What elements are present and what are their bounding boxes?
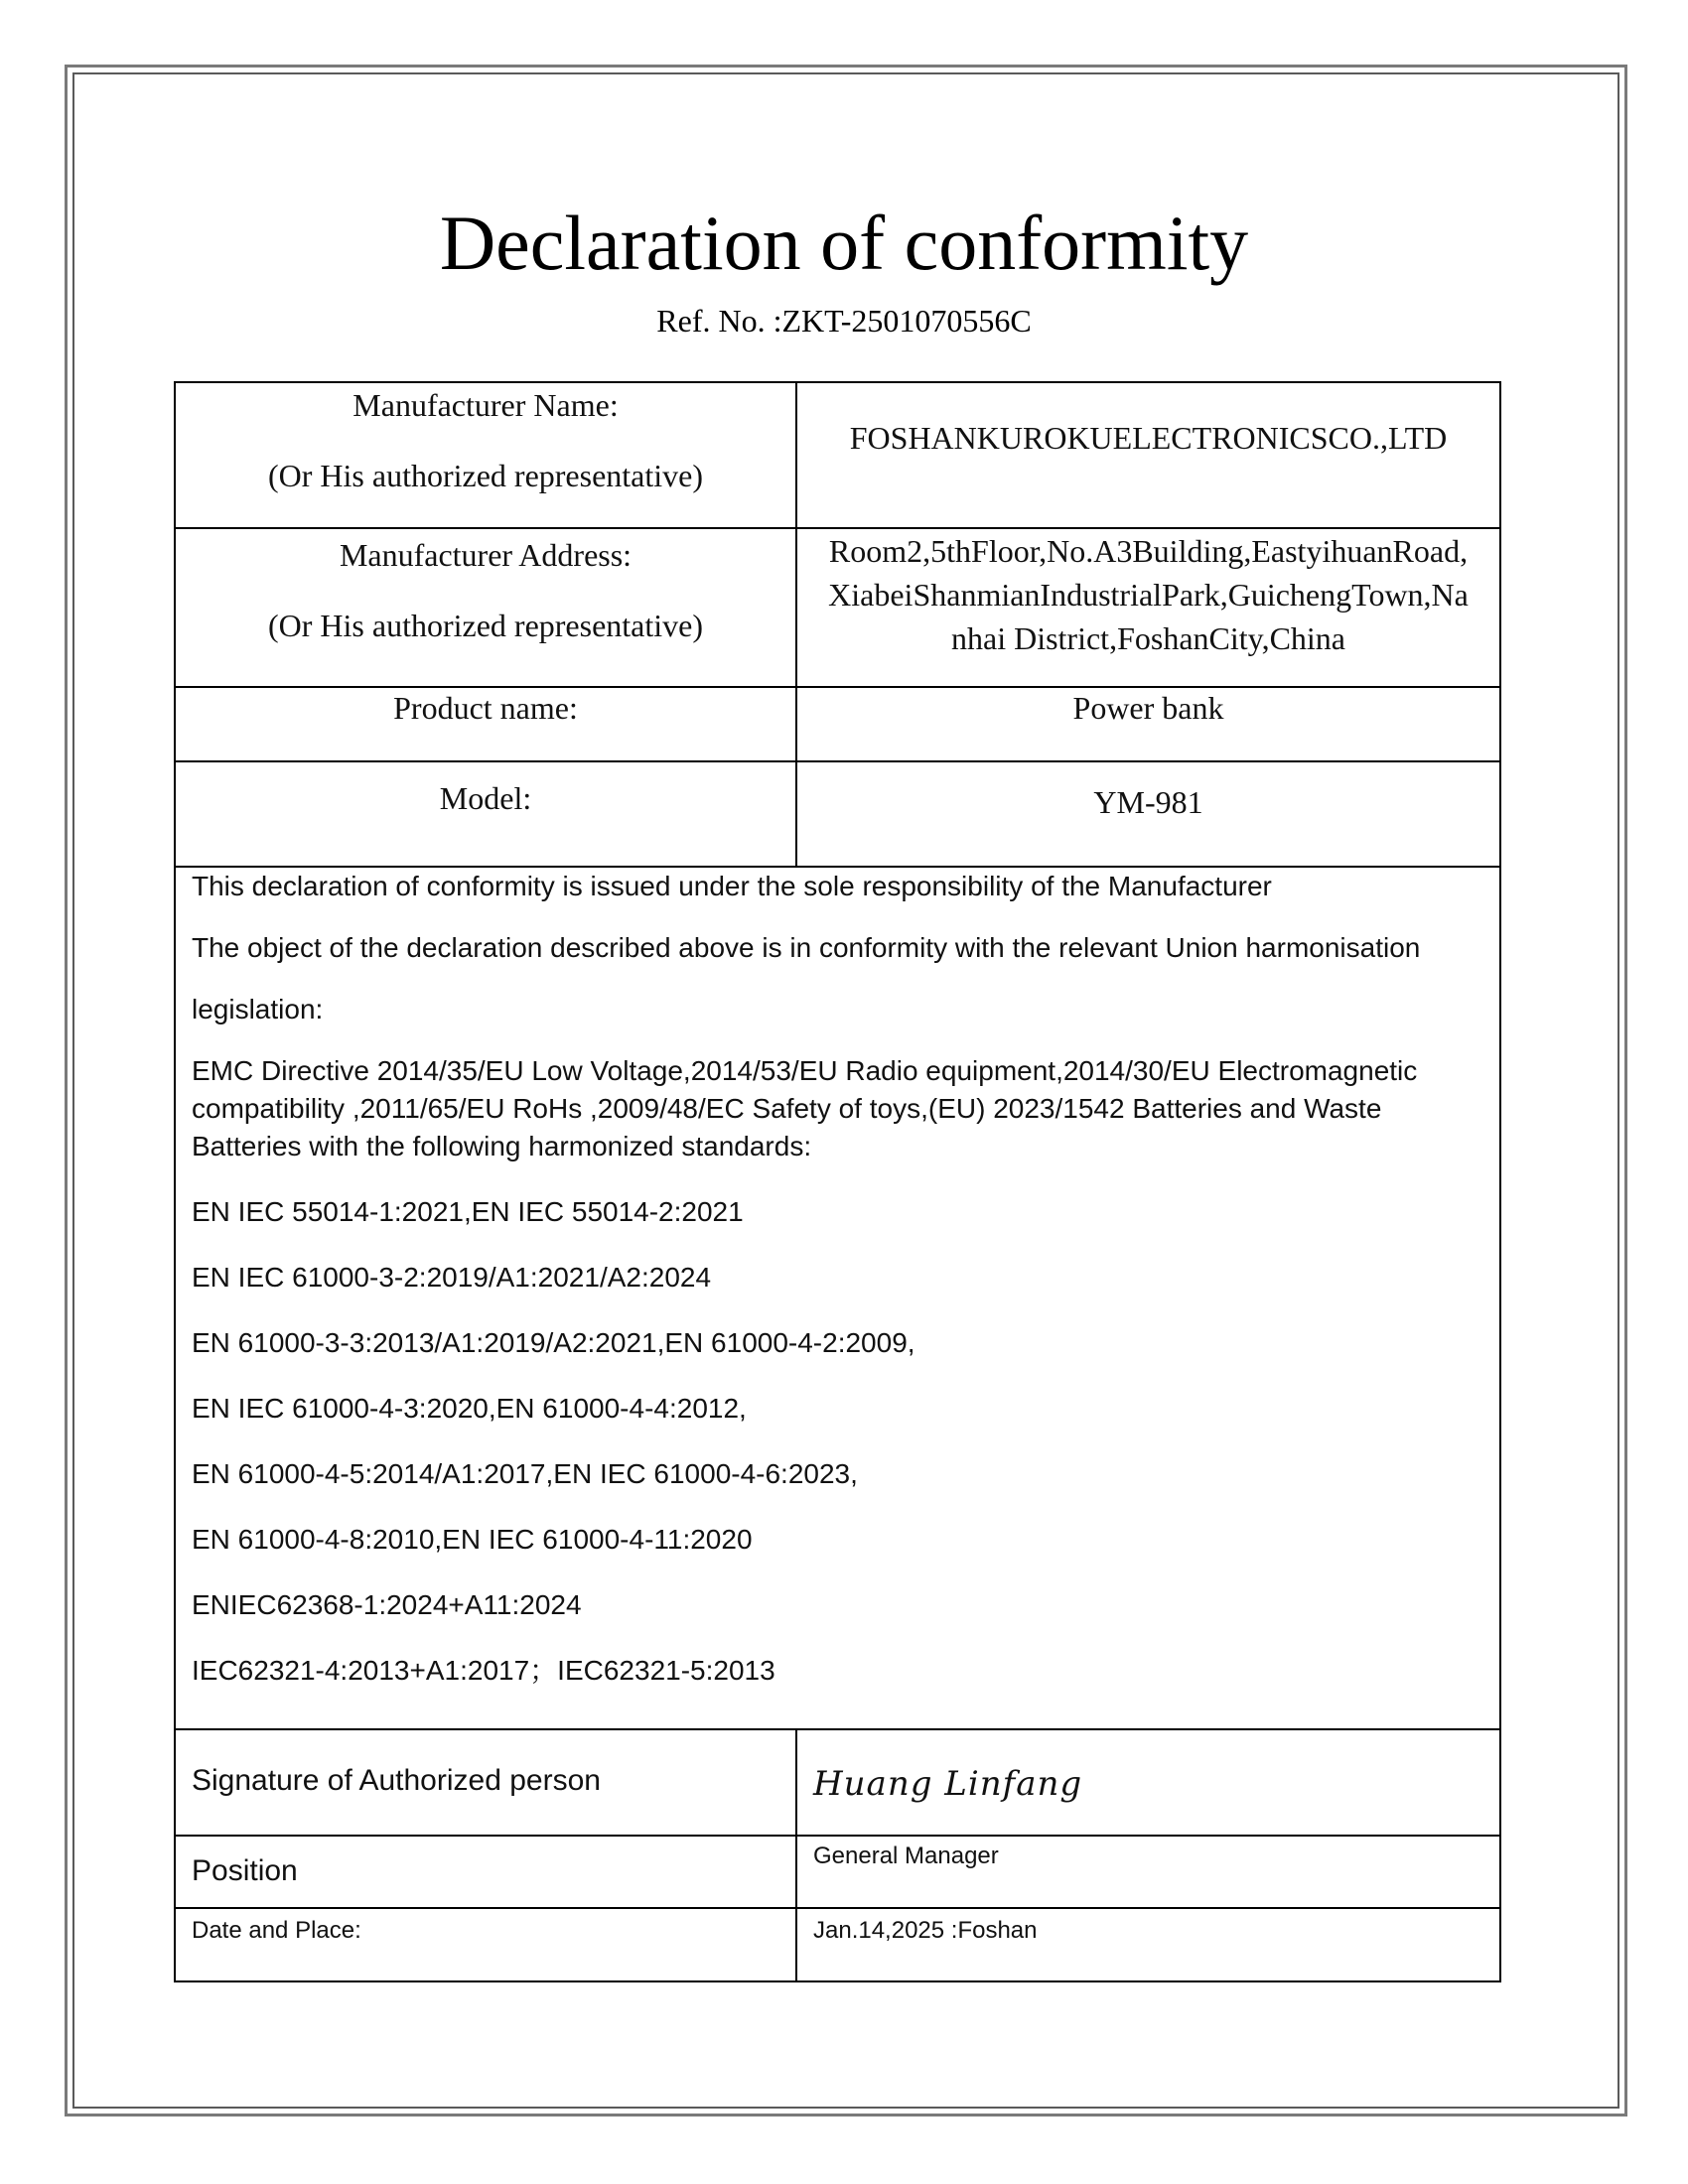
manufacturer-name-label-cell xyxy=(176,383,797,527)
address-line-2: XiabeiShanmianIndustrialPark,GuichengTown,Na xyxy=(828,577,1469,613)
date-value-cell xyxy=(797,1909,1499,1980)
date-place-value: Jan.14,2025 :Foshan xyxy=(813,1917,1038,1944)
position-label-cell xyxy=(176,1837,797,1907)
model-value: YM-981 xyxy=(1093,784,1203,820)
standard-item: EN 61000-4-5:2014/A1:2017,EN IEC 61000-4-6:2023, xyxy=(192,1458,858,1489)
declaration-legislation: legislation: xyxy=(192,994,324,1024)
position-value: General Manager xyxy=(813,1843,999,1869)
standard-item: EN IEC 61000-3-2:2019/A1:2021/A2:2024 xyxy=(192,1262,712,1293)
signature-label: Signature of Authorized person xyxy=(192,1764,601,1797)
standard-item: EN 61000-3-3:2013/A1:2019/A2:2021,EN 61000-4-2:2009, xyxy=(192,1327,915,1358)
handwritten-signature: Huang Linfang xyxy=(813,1764,1083,1804)
declaration-table xyxy=(174,381,1501,1982)
manufacturer-address-label: Manufacturer Address: xyxy=(339,537,633,573)
manufacturer-name-sublabel: (Or His authorized representative) xyxy=(267,458,704,493)
declaration-object: The object of the declaration described above is in conformity with the relevant Union harmonisation xyxy=(192,932,1421,963)
position-label: Position xyxy=(192,1854,298,1887)
product-name-row xyxy=(176,688,1499,762)
standard-item: EN IEC 55014-1:2021,EN IEC 55014-2:2021 xyxy=(192,1196,744,1227)
product-name-label: Product name: xyxy=(393,690,578,726)
directives-text: EMC Directive 2014/35/EU Low Voltage,2014/53/EU Radio equipment,2014/30/EU Electromagnetic compatibility ,2011/65/EU RoHs ,2009/48/EC Safety of toys,(EU) 2023/1542 Batteries and Waste Batteries with the following harmonized standards: xyxy=(192,1055,1418,1161)
product-name-label-cell xyxy=(176,688,797,760)
manufacturer-name-value-cell xyxy=(797,383,1499,527)
model-row xyxy=(176,762,1499,868)
standard-item: EN 61000-4-8:2010,EN IEC 61000-4-11:2020 xyxy=(192,1524,753,1555)
declaration-body-row xyxy=(176,868,1499,1730)
manufacturer-address-label-cell xyxy=(176,529,797,686)
declaration-statement: This declaration of conformity is issued under the sole responsibility of the Manufacturer xyxy=(192,871,1272,901)
signature-row xyxy=(176,1730,1499,1837)
date-label-cell xyxy=(176,1909,797,1980)
model-value-cell xyxy=(797,762,1499,866)
reference-number: Ref. No. :ZKT-2501070556C xyxy=(656,303,1032,339)
manufacturer-name-row xyxy=(176,383,1499,529)
model-label: Model: xyxy=(439,780,532,816)
date-place-row xyxy=(176,1909,1499,1980)
address-line-1: Room2,5thFloor,No.A3Building,EastyihuanRoad, xyxy=(828,533,1469,569)
manufacturer-name-label: Manufacturer Name: xyxy=(352,387,619,423)
model-label-cell xyxy=(176,762,797,866)
manufacturer-address-value-cell xyxy=(797,529,1499,686)
document-title: Declaration of conformity xyxy=(439,200,1249,286)
manufacturer-name-value: FOSHANKUROKUELECTRONICSCO.,LTD xyxy=(849,420,1448,456)
signature-label-cell xyxy=(176,1730,797,1835)
position-value-cell xyxy=(797,1837,1499,1907)
manufacturer-address-row xyxy=(176,529,1499,688)
product-name-value-cell xyxy=(797,688,1499,760)
manufacturer-address-sublabel: (Or His authorized representative) xyxy=(267,608,704,643)
standard-item: IEC62321-4:2013+A1:2017；IEC62321-5:2013 xyxy=(192,1655,775,1686)
address-line-3: nhai District,FoshanCity,China xyxy=(950,620,1345,656)
declaration-body xyxy=(176,868,1499,1728)
product-name-value: Power bank xyxy=(1072,690,1224,726)
date-place-label: Date and Place: xyxy=(192,1917,361,1944)
standard-item: EN IEC 61000-4-3:2020,EN 61000-4-4:2012, xyxy=(192,1393,747,1424)
signature-value-cell xyxy=(797,1730,1499,1835)
standard-item: ENIEC62368-1:2024+A11:2024 xyxy=(192,1589,582,1620)
position-row xyxy=(176,1837,1499,1909)
